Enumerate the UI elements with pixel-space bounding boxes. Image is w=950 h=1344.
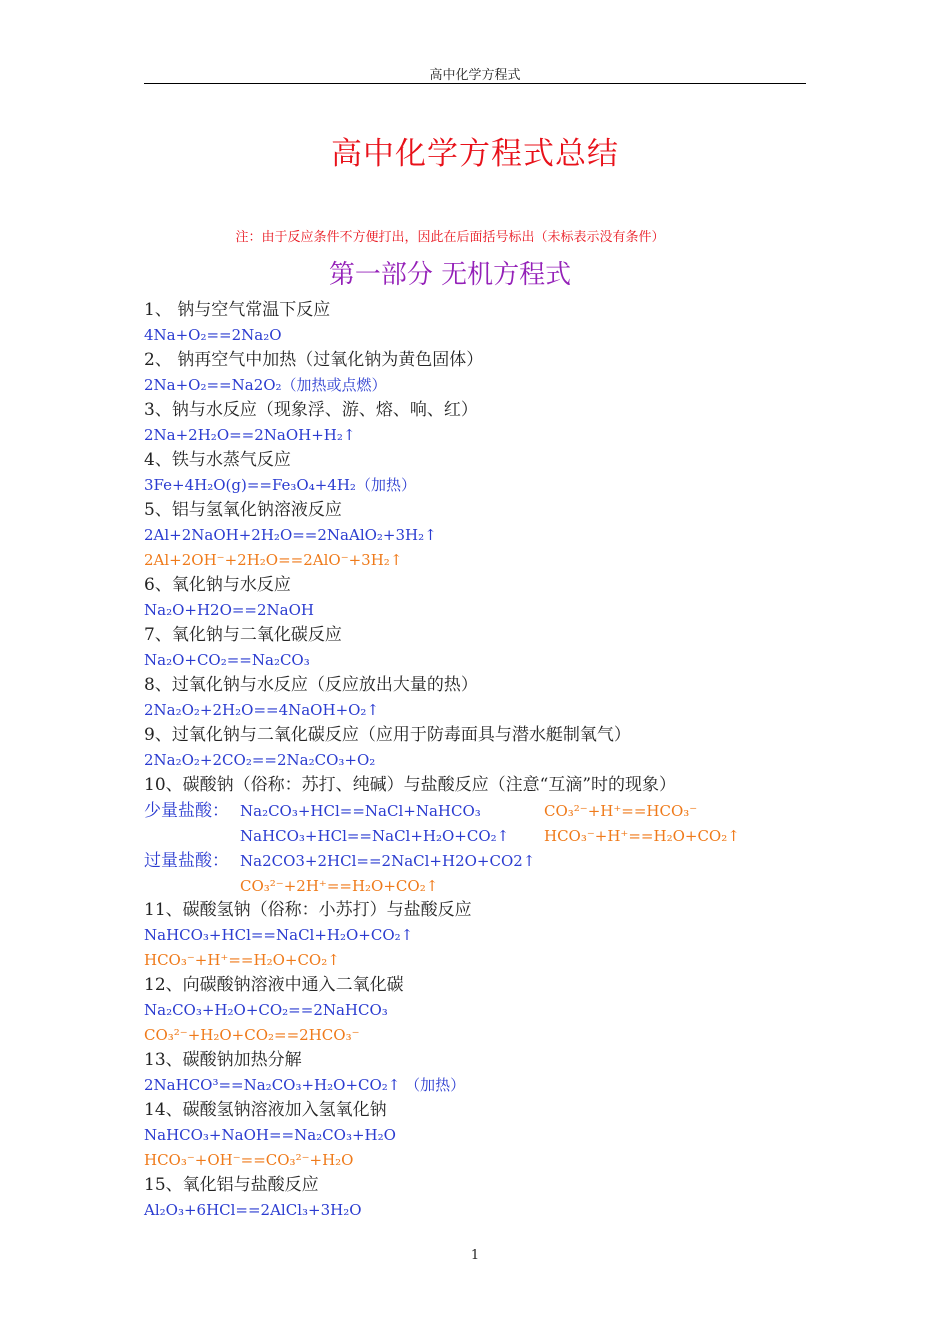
- item-heading: 12、向碳酸钠溶液中通入二氧化碳: [144, 975, 404, 995]
- item-heading: 9、过氧化钠与二氧化碳反应（应用于防毒面具与潜水艇制氧气）: [144, 725, 631, 745]
- equation: 2Na+2H₂O==2NaOH+H₂↑: [144, 426, 356, 444]
- item-heading: 4、铁与水蒸气反应: [144, 450, 291, 470]
- ionic-equation: HCO₃⁻+H⁺==H₂O+CO₂↑: [144, 951, 340, 969]
- equation: 2Na₂O₂+2CO₂==2Na₂CO₃+O₂: [144, 751, 376, 769]
- equation: NaHCO₃+NaOH==Na₂CO₃+H₂O: [144, 1126, 396, 1144]
- item-heading: 1、 钠与空气常温下反应: [144, 300, 331, 320]
- section-title: 第一部分 无机方程式: [328, 260, 572, 290]
- equation-row-excess-acid: [144, 848, 806, 873]
- page-number: 1: [470, 1248, 480, 1263]
- ionic-equation: CO₃²⁻+2H⁺==H₂O+CO₂↑: [240, 877, 439, 895]
- equation-list: [144, 298, 806, 1223]
- item-heading: 14、碳酸氢钠溶液加入氢氧化钠: [144, 1100, 387, 1120]
- page-title: 高中化学方程式总结: [331, 136, 619, 172]
- item-heading: 7、氧化钠与二氧化碳反应: [144, 625, 342, 645]
- equation: Al₂O₃+6HCl==2AlCl₃+3H₂O: [144, 1201, 362, 1219]
- item-heading: 2、 钠再空气中加热（过氧化钠为黄色固体）: [144, 350, 484, 370]
- equation: Na₂CO₃+HCl==NaCl+NaHCO₃: [240, 802, 481, 820]
- equation: 2Na₂O₂+2H₂O==4NaOH+O₂↑: [144, 701, 380, 719]
- equation: 2Al+2NaOH+2H₂O==2NaAlO₂+3H₂↑: [144, 526, 437, 544]
- equation: NaHCO₃+HCl==NaCl+H₂O+CO₂↑: [144, 926, 414, 944]
- item-heading: 13、碳酸钠加热分解: [144, 1050, 302, 1070]
- equation: 3Fe+4H₂O(g)==Fe₃O₄+4H₂（加热）: [144, 476, 416, 494]
- equation-row-excess-acid-2: [144, 873, 806, 898]
- item-heading: 3、钠与水反应（现象浮、游、熔、响、红）: [144, 400, 478, 420]
- item-heading: 6、氧化钠与水反应: [144, 575, 291, 595]
- item-heading: 5、铝与氢氧化钠溶液反应: [144, 500, 342, 520]
- item-heading: 15、氧化铝与盐酸反应: [144, 1175, 319, 1195]
- item-heading: 10、碳酸钠（俗称：苏打、纯碱）与盐酸反应（注意“互滴”时的现象）: [144, 775, 677, 795]
- equation: Na₂O+H2O==2NaOH: [144, 601, 314, 619]
- equation: Na₂CO₃+H₂O+CO₂==2NaHCO₃: [144, 1001, 388, 1019]
- ionic-equation: HCO₃⁻+OH⁻==CO₃²⁻+H₂O: [144, 1151, 354, 1169]
- equation: 4Na+O₂==2Na₂O: [144, 326, 282, 344]
- ionic-equation: CO₃²⁻+H₂O+CO₂==2HCO₃⁻: [144, 1026, 360, 1044]
- excess-acid-label: 过量盐酸：: [144, 851, 229, 871]
- equation: 2Na+O₂==Na2O₂（加热或点燃）: [144, 376, 387, 394]
- equation-row-small-acid-2: [144, 823, 806, 848]
- equation: NaHCO₃+HCl==NaCl+H₂O+CO₂↑: [240, 827, 510, 845]
- header-rule: [144, 83, 806, 84]
- ionic-equation: 2Al+2OH⁻+2H₂O==2AlO⁻+3H₂↑: [144, 551, 403, 569]
- small-acid-label: 少量盐酸：: [144, 801, 229, 821]
- note-text: 注：由于反应条件不方便打出，因此在后面括号标出（未标表示没有条件）: [235, 230, 665, 245]
- item-heading: 11、碳酸氢钠（俗称：小苏打）与盐酸反应: [144, 900, 472, 920]
- running-header: 高中化学方程式: [429, 68, 521, 83]
- equation-row-small-acid: [144, 798, 806, 823]
- item-heading: 8、过氧化钠与水反应（反应放出大量的热）: [144, 675, 478, 695]
- ionic-equation: CO₃²⁻+H⁺==HCO₃⁻: [544, 802, 698, 820]
- equation: 2NaHCO³==Na₂CO₃+H₂O+CO₂↑ （加热）: [144, 1076, 466, 1094]
- equation: Na₂O+CO₂==Na₂CO₃: [144, 651, 310, 669]
- ionic-equation: HCO₃⁻+H⁺==H₂O+CO₂↑: [544, 827, 740, 845]
- equation: Na2CO3+2HCl==2NaCl+H2O+CO2↑: [240, 852, 536, 870]
